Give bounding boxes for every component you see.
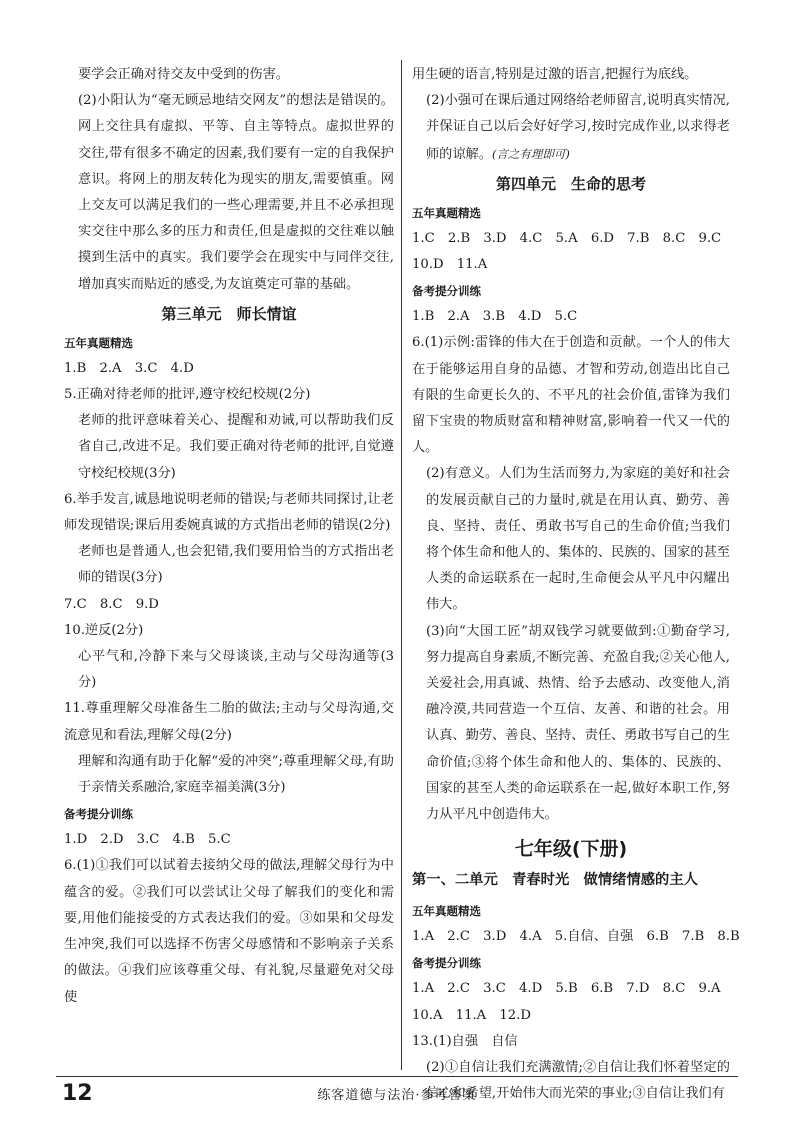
answer-item: 11.尊重理解父母准备生二胎的做法;主动与父母沟通,交流意见和看法,理解父母(2分)	[64, 701, 394, 743]
footer-rule	[56, 1076, 738, 1077]
unit-title: 第三单元 师长情谊	[161, 304, 297, 323]
section-heading: 备考提分训练	[412, 956, 481, 971]
answer-text-main: (2)小强可在课后通过网络给老师留言,说明真实情况,并保证自己以后会好好学习,按时完成作业,以求得老师的谅解。	[426, 93, 730, 162]
answer-text: 理解和沟通有助于化解“爱的冲突”;尊重理解父母,有助于亲情关系融洽,家庭幸福美满(3分)	[78, 753, 394, 796]
answer-item: 6.(1)①我们可以试着去接纳父母的做法,理解父母行为中蕴含的爱。②我们可以尝试让父母了解我们的变化和需要,用他们能接受的方式表达我们的爱。③如果和父母发生冲突,我们可以选择不伤害父母感情和不影响亲子关系的做法。④我们应该尊重父母、有礼貌,尽量避免对父母使	[64, 858, 394, 1005]
answer-item: 5.正确对待老师的批评,遵守校纪校规(2分)	[64, 387, 311, 403]
section-heading: 备考提分训练	[412, 284, 481, 299]
answer-line: 10.D 11.A	[412, 257, 488, 273]
answer-line: 10.A 11.A 12.D	[412, 1007, 531, 1023]
unit-title: 第四单元 生命的思考	[495, 174, 646, 193]
grade-title: 七年级(下册)	[514, 838, 628, 861]
page-number: 12	[62, 1081, 93, 1106]
right-column	[412, 62, 740, 1108]
answer-item: 10.逆反(2分)	[64, 622, 144, 638]
section-heading: 五年真题精选	[412, 904, 481, 919]
footer-title: 练客道德与法治·参考答案	[317, 1088, 477, 1103]
answer-note: (言之有理即可)	[491, 146, 570, 161]
answer-item: 6.(1)示例:雷锋的伟大在于创造和贡献。一个人的伟大在于能够运用自身的品德、才智和劳动,创造出比自己有限的生命更长久的、不平凡的社会价值,雷锋为我们留下宝贵的物质财富和精神财富,影响着一代又一代的人。	[412, 335, 730, 456]
column-divider	[401, 60, 402, 1070]
answer-line: 7.C 8.C 9.D	[64, 596, 159, 612]
section-heading: 五年真题精选	[412, 205, 481, 220]
section-heading: 五年真题精选	[64, 335, 133, 350]
unit-title: 第一、二单元 青春时光 做情绪情感的主人	[412, 872, 698, 889]
answer-text	[412, 88, 730, 168]
left-column	[64, 62, 394, 1011]
answer-text: (2)有意义。人们为生活而努力,为家庭的美好和社会的发展贡献自己的力量时,就是在用认真、勤劳、善良、坚持、责任、勇敢书写自己的生命价值;当我们将个体生命和他人的、集体的、民族的、国家的甚至人类的命运联系在一起时,生命便会从平凡中闪耀出伟大。	[426, 466, 730, 613]
answer-text: 老师的批评意味着关心、提醒和劝诫,可以帮助我们反省自己,改进不足。我们要正确对待老师的批评,自觉遵守校纪校规(3分)	[78, 413, 394, 481]
answer-text: (2)①自信让我们充满激情;②自信让我们怀着坚定的信心和希望,开始伟大而光荣的事业;③自信让我们有	[426, 1060, 730, 1102]
answer-line: 1.B 2.A 3.B 4.D 5.C	[412, 309, 578, 325]
answer-text: (3)向“大国工匠”胡双钱学习就要做到:①勤奋学习,努力提高自身素质,不断完善、充盈自我;②关心他人,关爱社会,用真诚、热情、给予去感动、改变他人,消融冷漠,共同营造一个互信、友善、和谐的社会。用认真、勤劳、善良、坚持、责任、勇敢书写自己的生命价值;③将个体生命和他人的、集体的、民族的、国家的甚至人类的命运联系在一起,做好本职工作,努力从平凡中创造伟大。	[426, 623, 730, 823]
answer-line: 1.C 2.B 3.D 4.C 5.A 6.D 7.B 8.C 9.C	[412, 230, 722, 246]
answer-line: 1.D 2.D 3.C 4.B 5.C	[64, 832, 231, 848]
answer-line: 1.A 2.C 3.D 4.A 5.自信、自强 6.B 7.B 8.B	[412, 929, 740, 945]
section-heading: 备考提分训练	[64, 807, 133, 822]
answer-line: 1.A 2.C 3.C 4.D 5.B 6.B 7.D 8.C 9.A	[412, 981, 721, 997]
answer-text: (2)小阳认为“毫无顾忌地结交网友”的想法是错误的。网上交往具有虚拟、平等、自主等特点。虚拟世界的交往,带有很多不确定的因素,我们要有一定的自我保护意识。将网上的朋友转化为现实的朋友,需要慎重。网上交友可以满足我们的一些心理需要,并且不必承担现实交往中那么多的压力和责任,但是虚拟的交往难以触摸到生活中的真实。我们要学会在现实中与同伴交往,增加真实而贴近的感受,为友谊奠定可靠的基础。	[78, 93, 394, 292]
answer-text: 用生硬的语言,特别是过激的语言,把握行为底线。	[412, 67, 698, 82]
answer-item: 6.举手发言,诚恳地说明老师的错误;与老师共同探讨,让老师发现错误;课后用委婉真诚的方式指出老师的错误(2分)	[64, 491, 394, 534]
answer-line: 1.B 2.A 3.C 4.D	[64, 360, 194, 376]
answer-text: 心平气和,冷静下来与父母谈谈,主动与父母沟通等(3分)	[78, 649, 394, 691]
answer-text: 老师也是普通人,也会犯错,我们要用恰当的方式指出老师的错误(3分)	[78, 544, 394, 586]
answer-item: 13.(1)自强 自信	[412, 1033, 518, 1049]
answer-text: 要学会正确对待交友中受到的伤害。	[78, 67, 289, 82]
